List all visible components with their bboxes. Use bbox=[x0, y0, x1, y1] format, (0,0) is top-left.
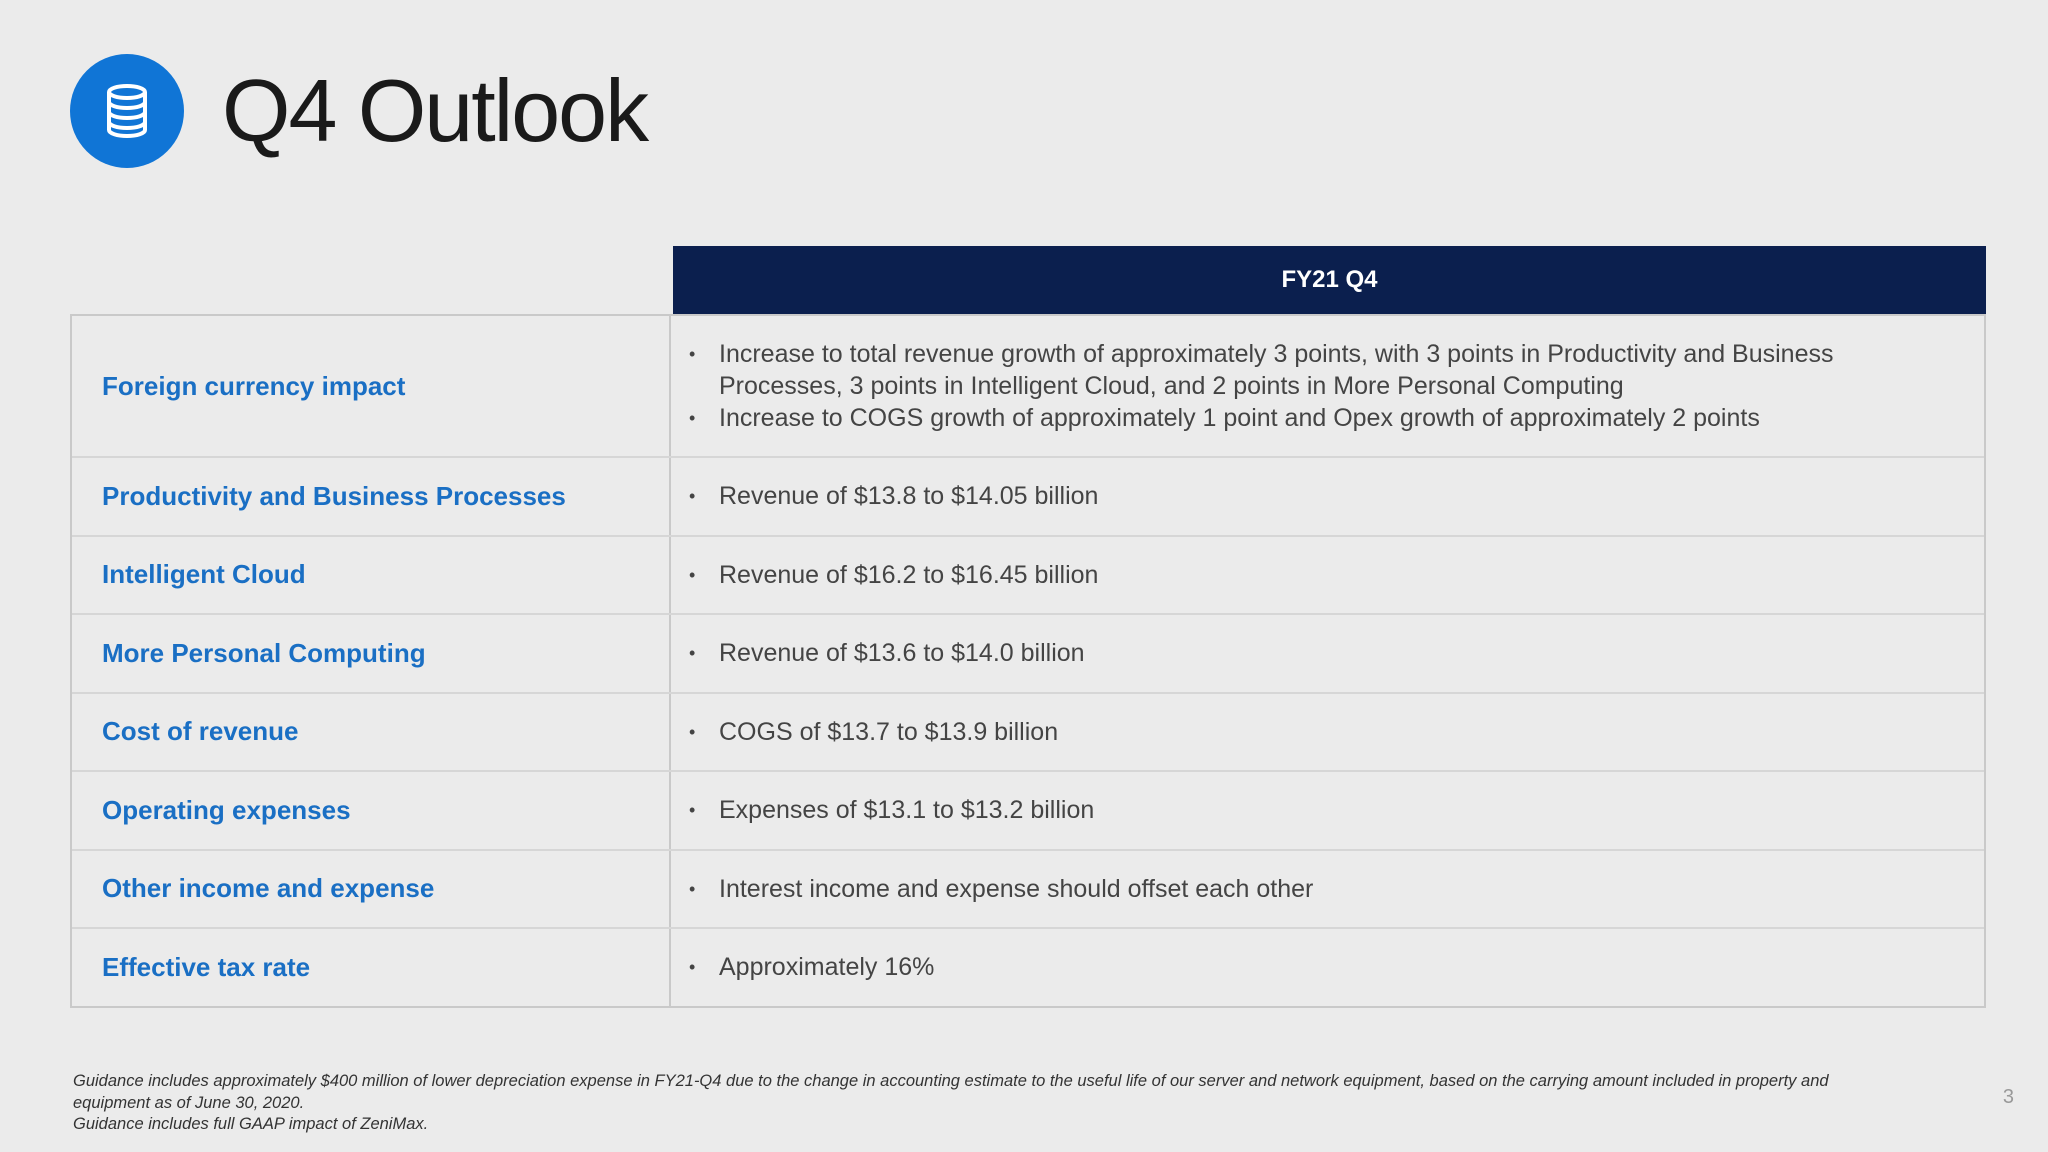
row-label: Cost of revenue bbox=[72, 694, 671, 771]
row-label: Operating expenses bbox=[72, 772, 671, 849]
table-row bbox=[72, 456, 1984, 535]
row-content bbox=[671, 772, 1984, 849]
bullet-dot: • bbox=[689, 800, 696, 821]
bullet-item bbox=[689, 338, 1924, 402]
bullet-text: COGS of $13.7 to $13.9 billion bbox=[719, 717, 1059, 746]
bullet-item bbox=[689, 559, 1924, 591]
logo-badge bbox=[70, 54, 184, 168]
table-row bbox=[72, 927, 1984, 1006]
table-row bbox=[72, 316, 1984, 456]
row-label: Foreign currency impact bbox=[72, 316, 671, 456]
table-body bbox=[70, 314, 1986, 1008]
table-row bbox=[72, 849, 1984, 928]
bullet-item bbox=[689, 637, 1924, 669]
bullet-item bbox=[689, 480, 1924, 512]
bullet-text: Approximately 16% bbox=[719, 953, 935, 982]
row-label: Intelligent Cloud bbox=[72, 537, 671, 614]
outlook-table bbox=[70, 246, 1986, 1008]
page-title: Q4 Outlook bbox=[222, 61, 648, 160]
bullet-dot: • bbox=[689, 878, 696, 899]
table-row bbox=[72, 692, 1984, 771]
row-content bbox=[671, 458, 1984, 535]
table-row bbox=[72, 770, 1984, 849]
bullet-item bbox=[689, 794, 1924, 826]
row-content bbox=[671, 316, 1984, 456]
bullet-text: Interest income and expense should offset each other bbox=[719, 874, 1314, 903]
bullet-text: Revenue of $13.8 to $14.05 billion bbox=[719, 482, 1099, 511]
bullet-item bbox=[689, 951, 1924, 983]
bullet-item bbox=[689, 716, 1924, 748]
table-row bbox=[72, 613, 1984, 692]
bullet-item bbox=[689, 873, 1924, 905]
row-label: Effective tax rate bbox=[72, 929, 671, 1006]
row-content bbox=[671, 537, 1984, 614]
bullet-text: Revenue of $13.6 to $14.0 billion bbox=[719, 639, 1085, 668]
row-content bbox=[671, 851, 1984, 928]
footnote-line: Guidance includes approximately $400 million of lower depreciation expense in FY21-Q4 due to the change in accounting estimate to the useful life of our server and network equipment, based on the carrying amount included in property and equipment as of June 30, 2020. bbox=[73, 1072, 1829, 1112]
slide-header bbox=[70, 54, 647, 168]
bullet-dot: • bbox=[689, 721, 696, 742]
row-content bbox=[671, 694, 1984, 771]
database-icon bbox=[104, 83, 150, 139]
table-row bbox=[72, 535, 1984, 614]
column-header-fy21-q4: FY21 Q4 bbox=[673, 246, 1986, 314]
bullet-text: Increase to COGS growth of approximately 1 point and Opex growth of approximately 2 points bbox=[719, 404, 1760, 432]
bullet-text: Expenses of $13.1 to $13.2 billion bbox=[719, 796, 1095, 825]
table-header-row bbox=[70, 246, 1986, 314]
bullet-dot: • bbox=[689, 486, 696, 507]
bullet-dot: • bbox=[689, 957, 696, 978]
page-number: 3 bbox=[2002, 1086, 2014, 1108]
footnote-line: Guidance includes full GAAP impact of ZeniMax. bbox=[73, 1115, 429, 1133]
bullet-dot: • bbox=[689, 643, 696, 664]
bullet-item bbox=[689, 402, 1924, 434]
bullet-dot: • bbox=[689, 408, 696, 428]
row-label: Other income and expense bbox=[72, 851, 671, 928]
bullet-text: Increase to total revenue growth of approximately 3 points, with 3 points in Productivity and Business Processes, 3 points in Intelligent Cloud, and 2 points in More Personal Computing bbox=[719, 340, 1834, 400]
bullet-dot: • bbox=[689, 344, 696, 364]
bullet-text: Revenue of $16.2 to $16.45 billion bbox=[719, 560, 1099, 589]
header-spacer bbox=[70, 246, 673, 314]
row-content bbox=[671, 929, 1984, 1006]
row-content bbox=[671, 615, 1984, 692]
row-label: More Personal Computing bbox=[72, 615, 671, 692]
footnote bbox=[73, 1071, 1853, 1136]
row-label: Productivity and Business Processes bbox=[72, 458, 671, 535]
bullet-dot: • bbox=[689, 564, 696, 585]
